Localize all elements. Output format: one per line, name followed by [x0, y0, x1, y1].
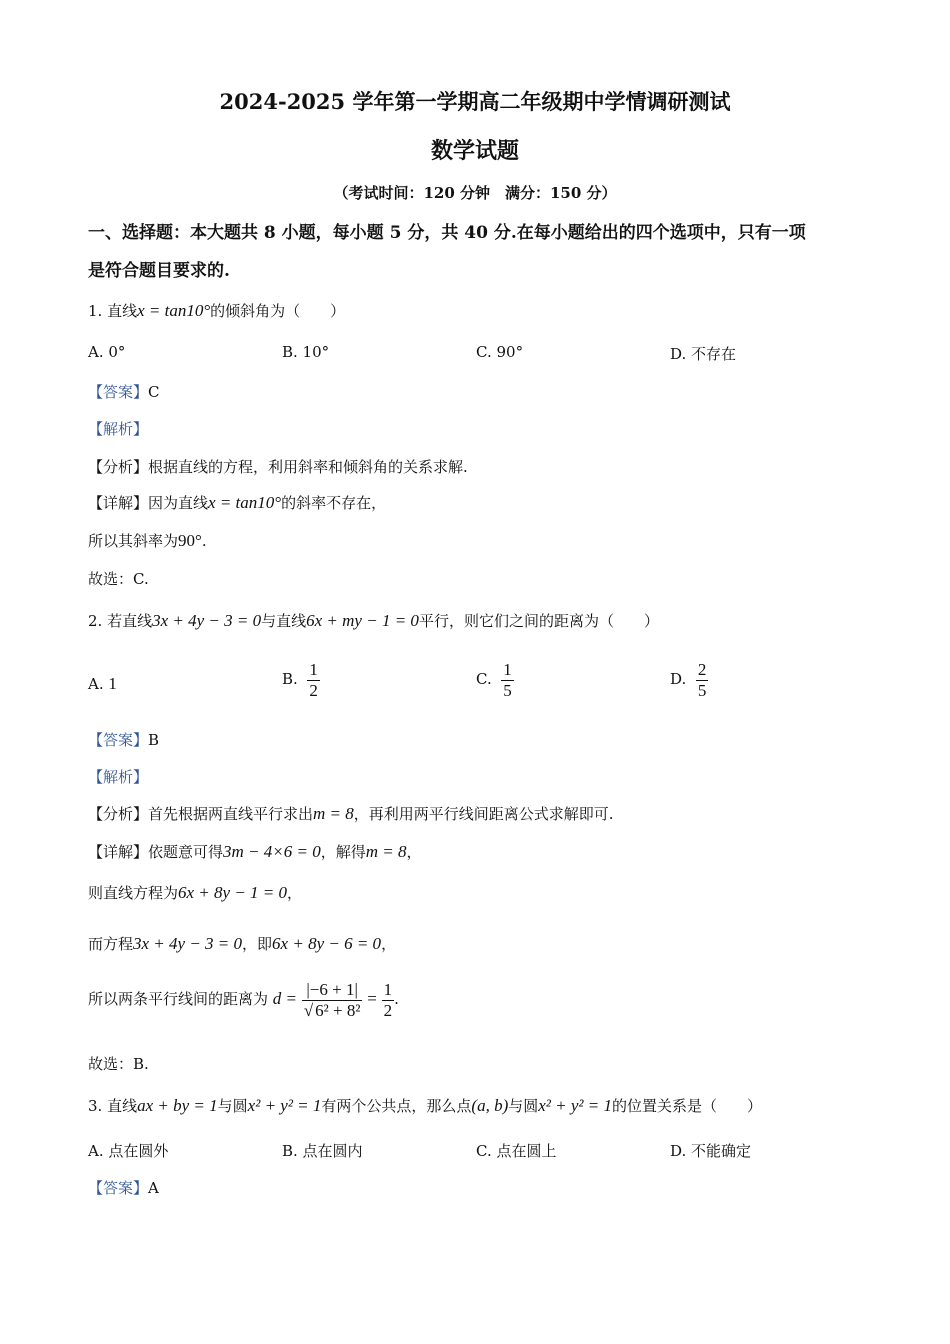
q1-stem: 1. 直线x = tan10°的倾斜角为（ ） [88, 301, 346, 320]
q2-stem: 2. 若直线3x + 4y − 3 = 0与直线6x + my − 1 = 0平行，则它们之间的距离为（ ） [88, 611, 659, 630]
q2-fenxi: 【分析】首先根据两直线平行求出m = 8，再利用两平行线间距离公式求解即可. [88, 804, 614, 823]
q1-option-d: D. 不存在 [670, 345, 737, 363]
exam-info: （考试时间：120 分钟 满分：150 分） [333, 184, 617, 202]
section-heading-line1: 一、选择题：本大题共 8 小题，每小题 5 分，共 40 分.在每小题给出的四个选项中，只有一项 [88, 223, 806, 243]
exam-subtitle: 数学试题 [430, 138, 519, 164]
q1-option-b: B. 10° [282, 343, 330, 361]
distance-fraction: $\frac{|-6 + 1|}{\text{√ 6² + 8²}}$ [303, 980, 361, 1020]
q2-analysis-label: 【解析】 [88, 768, 149, 786]
q2-option-a: A. 1 [88, 674, 117, 693]
q2-answer: 【答案】B [88, 731, 160, 749]
q3-option-b: B. 点在圆内 [282, 1142, 363, 1160]
q2-detail-1: 【详解】依题意可得3m − 4×6 = 0，解得m = 8， [88, 842, 422, 861]
q1-detail-2: 所以其斜率为90°. [88, 531, 207, 550]
q3-option-c: C. 点在圆上 [476, 1142, 557, 1160]
q3-stem: 3. 直线ax + by = 1与圆x² + y² = 1有两个公共点，那么点(a, b)与圆x² + y² = 1的位置关系是（ ） [88, 1096, 763, 1115]
q2-detail-3: 而方程3x + 4y − 3 = 0，即6x + 8y − 6 = 0， [88, 934, 397, 953]
q1-answer: 【答案】C [88, 383, 160, 401]
q1-fenxi: 【分析】根据直线的方程，利用斜率和倾斜角的关系求解. [88, 458, 468, 476]
q2-option-c: C. $\frac{1}{5}$ [476, 660, 512, 700]
q2-choose: 故选：B. [88, 1055, 149, 1073]
q2-detail-2: 则直线方程为6x + 8y − 1 = 0， [88, 883, 303, 902]
q1-option-a: A. 0° [88, 343, 126, 361]
q2-detail-4: 所以两条平行线间的距离为 d = $\frac{|-6 + 1|}{\text{√ 6² + 8²}}$ = $\frac{1}{2}$ . [88, 980, 399, 1020]
q1-analysis-label: 【解析】 [88, 420, 149, 438]
exam-title: 2024-2025 学年第一学期高二年级期中学情调研测试 [219, 89, 731, 114]
q2-option-d: D. $\frac{2}{5}$ [670, 660, 707, 700]
section-heading-line2: 是符合题目要求的. [88, 261, 230, 281]
q1-option-c: C. 90° [476, 343, 524, 361]
q1-choose: 故选：C. [88, 570, 149, 588]
q3-option-d: D. 不能确定 [670, 1142, 752, 1160]
q1-detail-1: 【详解】因为直线x = tan10°的斜率不存在， [88, 493, 387, 512]
q3-answer: 【答案】A [88, 1179, 159, 1197]
q3-option-a: A. 点在圆外 [88, 1142, 169, 1160]
q2-option-b: B. $\frac{1}{2}$ [282, 660, 318, 700]
